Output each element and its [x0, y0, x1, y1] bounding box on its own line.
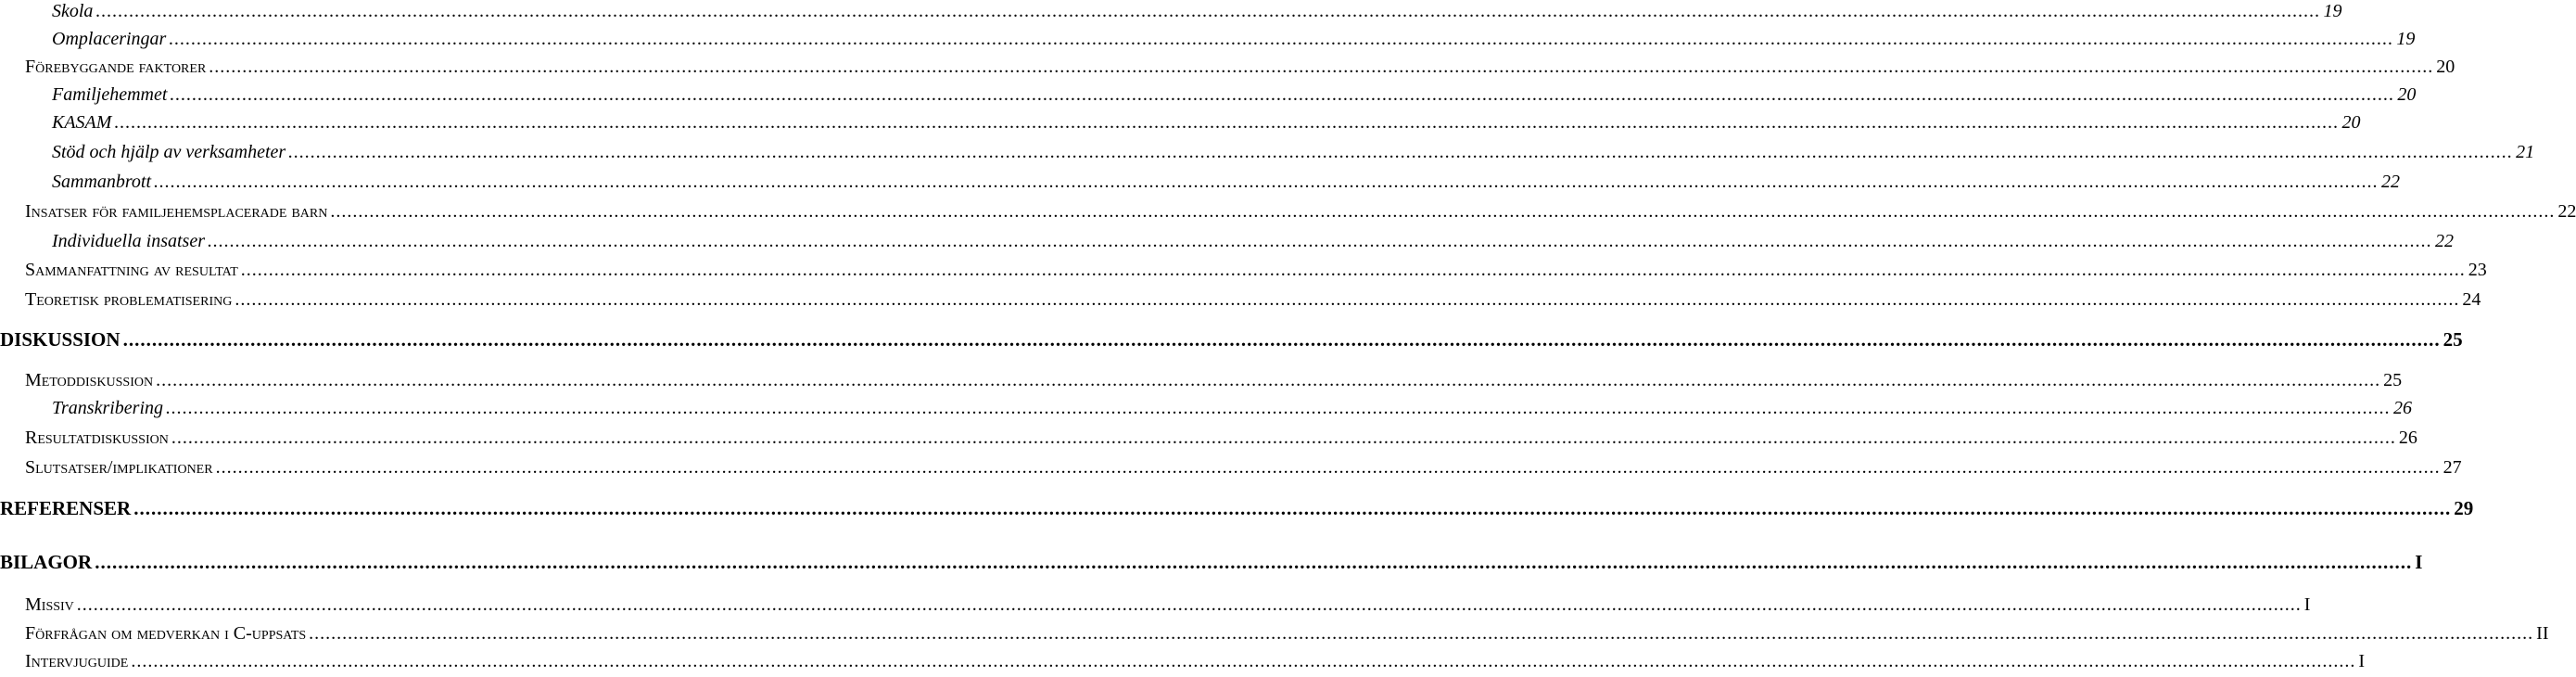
- toc-entry[interactable]: [52, 112, 2361, 133]
- toc-entry[interactable]: [25, 428, 2417, 448]
- toc-entry[interactable]: [25, 201, 2576, 222]
- toc-entry-page-number: 25: [2443, 328, 2463, 351]
- dot-leader: ................................................................................................................................................................................................................................................................................................................................................................................................................: [114, 112, 2340, 133]
- toc-entry-page-number: 22: [2381, 172, 2401, 192]
- dot-leader: ................................................................................................................................................................................................................................................................................................................................................................................................................: [133, 497, 2452, 519]
- toc-entry-page-number: 27: [2443, 457, 2462, 478]
- toc-entry-title: BILAGOR: [0, 551, 93, 573]
- toc-entry-title: Teoretisk problematisering: [25, 289, 233, 310]
- toc-entry[interactable]: [52, 84, 2417, 105]
- dot-leader: ................................................................................................................................................................................................................................................................................................................................................................................................................: [240, 260, 2466, 280]
- toc-entry-title: Sammanfattning av resultat: [25, 260, 238, 280]
- dot-leader: ................................................................................................................................................................................................................................................................................................................................................................................................................: [235, 289, 2460, 310]
- toc-entry-page-number: 26: [2398, 428, 2417, 448]
- toc-entry[interactable]: [25, 594, 2311, 615]
- toc-entry-title: Sammanbrott: [52, 172, 152, 192]
- dot-leader: ................................................................................................................................................................................................................................................................................................................................................................................................................: [288, 142, 2514, 162]
- toc-entry-title: Skola: [52, 1, 94, 21]
- dot-leader: ................................................................................................................................................................................................................................................................................................................................................................................................................: [170, 84, 2395, 105]
- toc-entry-page-number: 25: [2383, 370, 2403, 390]
- dot-leader: ................................................................................................................................................................................................................................................................................................................................................................................................................: [154, 172, 2379, 192]
- toc-entry-page-number: 23: [2468, 260, 2487, 280]
- toc-entry[interactable]: [52, 142, 2535, 162]
- toc-entry-title: DISKUSSION: [0, 328, 121, 351]
- toc-entry[interactable]: [0, 497, 2474, 519]
- dot-leader: ................................................................................................................................................................................................................................................................................................................................................................................................................: [171, 428, 2396, 448]
- toc-entry[interactable]: [25, 57, 2455, 77]
- toc-entry-title: Individuella insatser: [52, 231, 205, 251]
- toc-entry-page-number: 26: [2393, 398, 2413, 418]
- toc-entry-title: Förfrågan om medverkan i C-uppsats: [25, 623, 307, 644]
- toc-entry-title: Förebyggande faktorer: [25, 57, 207, 77]
- dot-leader: ................................................................................................................................................................................................................................................................................................................................................................................................................: [122, 328, 2441, 351]
- toc-entry-page-number: 19: [2396, 29, 2416, 49]
- toc-entry[interactable]: [25, 651, 2365, 671]
- toc-entry[interactable]: [52, 29, 2416, 49]
- toc-entry[interactable]: [52, 1, 2342, 21]
- toc-entry-title: Transkribering: [52, 398, 164, 418]
- toc-entry-page-number: 22: [2557, 201, 2576, 222]
- toc-entry-page-number: 22: [2434, 231, 2454, 251]
- dot-leader: ................................................................................................................................................................................................................................................................................................................................................................................................................: [131, 651, 2356, 671]
- toc-entry-title: Slutsatser/implikationer: [25, 457, 213, 478]
- toc-entry-title: KASAM: [52, 112, 112, 133]
- dot-leader: ................................................................................................................................................................................................................................................................................................................................................................................................................: [76, 594, 2302, 615]
- toc-entry-title: REFERENSER: [0, 497, 132, 519]
- toc-entry-page-number: 20: [2436, 57, 2455, 77]
- dot-leader: ................................................................................................................................................................................................................................................................................................................................................................................................................: [309, 623, 2534, 644]
- toc-entry-page-number: 24: [2462, 289, 2481, 310]
- toc-entry-page-number: II: [2536, 623, 2549, 644]
- toc-entry-page-number: 20: [2341, 112, 2361, 133]
- toc-entry-title: Resultatdiskussion: [25, 428, 169, 448]
- dot-leader: ................................................................................................................................................................................................................................................................................................................................................................................................................: [207, 231, 2432, 251]
- toc-entry[interactable]: [0, 328, 2463, 351]
- toc-entry-title: Familjehemmet: [52, 84, 168, 105]
- toc-entry-page-number: 19: [2323, 1, 2342, 21]
- toc-entry-page-number: 20: [2397, 84, 2417, 105]
- toc-entry-title: Metoddiskussion: [25, 370, 154, 390]
- dot-leader: ................................................................................................................................................................................................................................................................................................................................................................................................................: [209, 57, 2434, 77]
- toc-entry[interactable]: [25, 623, 2549, 644]
- toc-entry[interactable]: [25, 370, 2403, 390]
- toc-entry-title: Intervjuguide: [25, 651, 129, 671]
- toc-entry[interactable]: [52, 231, 2454, 251]
- dot-leader: ................................................................................................................................................................................................................................................................................................................................................................................................................: [330, 201, 2556, 222]
- toc-entry-page-number: 29: [2454, 497, 2474, 519]
- dot-leader: ................................................................................................................................................................................................................................................................................................................................................................................................................: [169, 29, 2394, 49]
- dot-leader: ................................................................................................................................................................................................................................................................................................................................................................................................................: [95, 1, 2321, 21]
- toc-entry[interactable]: [25, 260, 2487, 280]
- toc-entry[interactable]: [25, 289, 2481, 310]
- toc-entry-title: Stöd och hjälp av verksamheter: [52, 142, 286, 162]
- dot-leader: ................................................................................................................................................................................................................................................................................................................................................................................................................: [95, 551, 2413, 573]
- toc-entry-page-number: I: [2358, 651, 2365, 671]
- toc-entry-page-number: 21: [2516, 142, 2535, 162]
- toc-entry[interactable]: [0, 551, 2423, 573]
- toc-entry[interactable]: [52, 398, 2413, 418]
- toc-entry[interactable]: [25, 457, 2462, 478]
- dot-leader: ................................................................................................................................................................................................................................................................................................................................................................................................................: [166, 398, 2392, 418]
- toc-entry-title: Omplaceringar: [52, 29, 167, 49]
- toc-entry[interactable]: [52, 172, 2401, 192]
- toc-entry-title: Insatser för familjehemsplacerade barn: [25, 201, 328, 222]
- dot-leader: ................................................................................................................................................................................................................................................................................................................................................................................................................: [156, 370, 2381, 390]
- toc-entry-title: Missiv: [25, 594, 74, 615]
- toc-entry-page-number: I: [2415, 551, 2423, 573]
- dot-leader: ................................................................................................................................................................................................................................................................................................................................................................................................................: [215, 457, 2441, 478]
- toc-entry-page-number: I: [2303, 594, 2311, 615]
